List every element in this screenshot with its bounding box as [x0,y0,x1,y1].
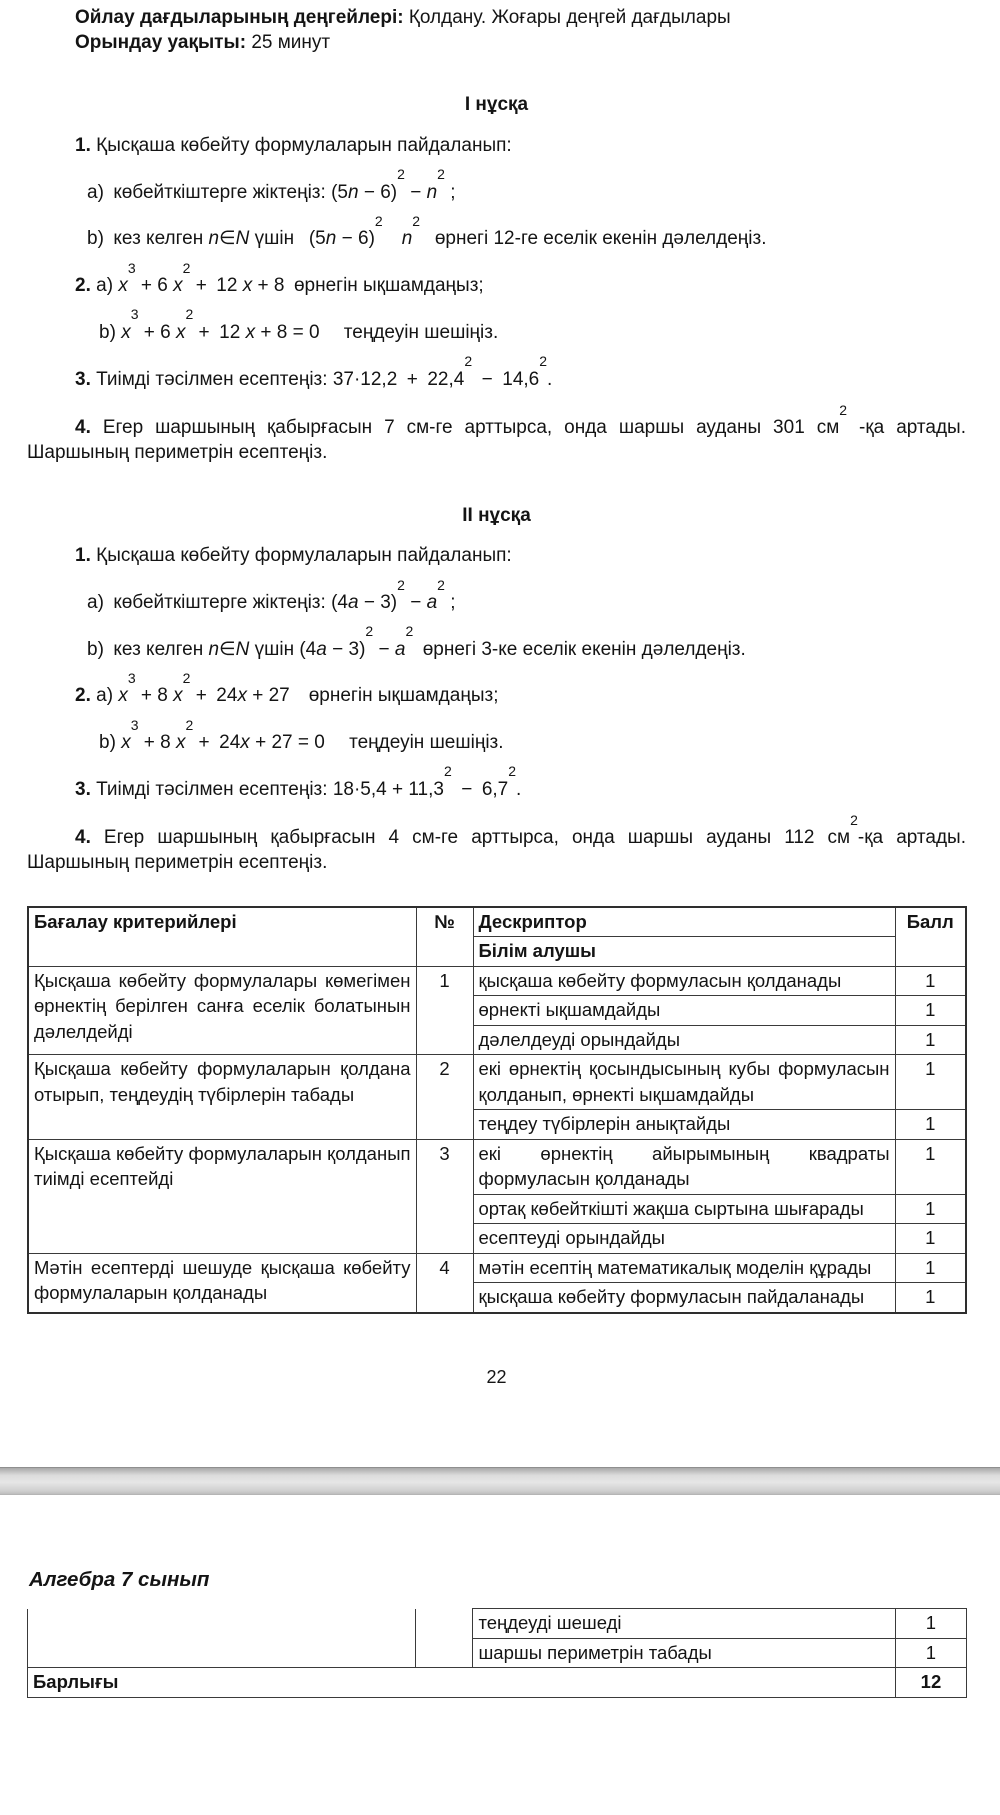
time-label: Орындау уақыты: [75,31,247,53]
problem-text: Қысқаша көбейту формулаларын пайдаланып: [90,135,512,157]
criteria-cell: Мәтін есептерді шешуде қысқаша көбейту формулаларын қолданады [28,1253,416,1313]
criteria-cell: Қысқаша көбейту формулаларын қолдана отырып, теңдеудің түбірлерін табады [28,1055,416,1140]
table-row [28,966,966,996]
variant-2-title: II нұсқа [462,504,531,526]
number-cell: 2 [416,1055,473,1140]
header-descriptor-sub: Білім алушы [473,937,895,967]
criteria-cell: Қысқаша көбейту формулаларын қолданып тиімді есептейді [28,1139,416,1253]
total-score-cell: 12 [895,1668,966,1698]
score-cell: 1 [895,1253,966,1283]
problem-number: 4. [75,827,91,849]
score-cell: 1 [895,1224,966,1254]
score-cell: 1 [895,1139,966,1194]
criteria-cell: Қысқаша көбейту формулалары көмегімен өрнектің берілген санға еселік болатынын дәлелдейді [28,966,416,1055]
page-number: 22 [486,1366,507,1387]
problem-text: Қысқаша көбейту формулаларын пайдаланып: [90,545,512,567]
v2-problem-2b: b) $x^3 + 8$ $x^2$ + 24x + 27 = 0 теңдеуін шешіңіз. [99,716,504,753]
v1-problem-2b: b) $x^3 + 6$ $x^2$ + 12 x + 8 = 0 теңдеуін шешіңіз. [99,306,499,343]
score-cell: 1 [895,1283,966,1313]
v1-problem-1-title [27,134,966,159]
variant-1-title: I нұсқа [464,94,529,116]
v2-problem-4 [27,812,966,875]
header-score: Балл [895,907,966,967]
table-row [28,1609,967,1639]
v1-problem-1a: a) көбейткіштерге жіктеңіз: $(5n - 6)^2 - n^2$ ; [87,166,456,203]
skills-level-label: Ойлау дағдыларының деңгейлері: [75,7,404,28]
score-cell: 1 [895,1025,966,1055]
problem-formula: Тиімді тәсілмен есептеңіз: $18\cdot 5,4 + 11,3^2$ − $6,7^2$. [90,763,522,800]
problem-number: 1. [75,135,91,157]
total-label-cell: Барлығы [28,1668,896,1698]
descriptor-cell: шаршы периметрін табады [473,1638,895,1668]
v2-problem-1a: a) көбейткіштерге жіктеңіз: $(4a - 3)^2 - a^2$ ; [87,576,456,613]
skills-level-value: Қолдану. Жоғары деңгей дағдылары [403,7,731,28]
skills-level-line [27,6,966,31]
document-header [27,6,966,55]
problem-number: 4. [75,417,91,439]
v1-problem-2a [27,259,966,299]
descriptor-cell: дәлелдеуді орындайды [473,1025,895,1055]
number-cell: 3 [416,1139,473,1253]
problem-formula: a) $x^3 + 6$ $x^2$ + 12 x + 8 өрнегін ықшамдаңыз; [96,259,484,297]
problem-formula: a) $x^3 + 8$ $x^2$ + 24x + 27 өрнегін ықшамдаңыз; [96,669,499,707]
problem-formula: Тиімді тәсілмен есептеңіз: 37·12,2 + $22,4^2$ − $14,6^2$. [90,353,553,390]
descriptor-cell: өрнекті ықшамдайды [473,996,895,1026]
score-cell: 1 [895,1055,966,1110]
problem-number: 3. [75,778,91,800]
v2-problem-2a [27,669,966,709]
assessment-criteria-table [27,906,967,1314]
descriptor-cell: ортақ көбейткішті жақша сыртына шығарады [473,1194,895,1224]
descriptor-cell: есептеуді орындайды [473,1224,895,1254]
score-cell: 1 [895,1609,966,1639]
score-cell: 1 [895,1110,966,1140]
header-descriptor: Дескриптор [473,907,895,937]
number-cell-empty [416,1609,473,1668]
problem-number: 3. [75,368,91,390]
problem-text: Егер шаршының қабырғасын 7 см-ге арттырса, онда шаршы ауданы 301 $см^2$ -қа артады. Шаршының периметрін есептеңіз. [27,401,966,463]
time-value: 25 минут [246,31,331,53]
v2-problem-1-title [27,544,966,569]
score-cell: 1 [895,1194,966,1224]
v2-problem-3 [27,763,966,803]
page-2-heading: Алгебра 7 сынып [29,1568,210,1592]
page-separator [0,1467,1000,1495]
v1-problem-3 [27,353,966,393]
assessment-table-continued [27,1608,967,1698]
problem-number: 1. [75,545,91,567]
number-cell: 4 [416,1253,473,1313]
descriptor-cell: екі өрнектің қосындысының кубы формуласын қолданып, өрнекті ықшамдайды [473,1055,895,1110]
v1-problem-4 [27,401,966,465]
table-row [28,1253,966,1283]
descriptor-cell: қысқаша көбейту формуласын пайдаланады [473,1283,895,1313]
problem-number: 2. [75,275,91,297]
descriptor-cell: теңдеуді шешеді [473,1609,895,1639]
descriptor-cell: мәтін есептің математикалық моделін құрады [473,1253,895,1283]
problem-number: 2. [75,685,91,707]
score-cell: 1 [895,996,966,1026]
v1-problem-1b: b) кез келген n∈N үшін $(5n - 6)^2$ $n^2$ өрнегі 12-ге еселік екенін дәлелдеңіз. [87,213,767,250]
header-criteria: Бағалау критерийлері [28,907,416,967]
table-row [28,1055,966,1110]
descriptor-cell: теңдеу түбірлерін анықтайды [473,1110,895,1140]
header-number: № [416,907,473,967]
table-header-row [28,907,966,937]
time-line [27,31,966,56]
total-row [28,1668,967,1698]
table-row [28,1139,966,1194]
score-cell: 1 [895,1638,966,1668]
problem-text: Егер шаршының қабырғасын 4 см-ге арттырса, онда шаршы ауданы 112 $см^2-қа$ артады. Шаршының периметрін есептеңіз. [27,812,966,874]
criteria-cell-empty [28,1609,416,1668]
number-cell: 1 [416,966,473,1055]
document-page-2 [0,1567,1000,1697]
descriptor-cell: қысқаша көбейту формуласын қолданады [473,966,895,996]
v2-problem-1b: b) кез келген n∈N үшін $(4a - 3)^2 - a^2$ өрнегі 3-ке еселік екенін дәлелдеңіз. [87,623,746,660]
descriptor-cell: екі өрнектің айырымының квадраты формуласын қолданады [473,1139,895,1194]
score-cell: 1 [895,966,966,996]
